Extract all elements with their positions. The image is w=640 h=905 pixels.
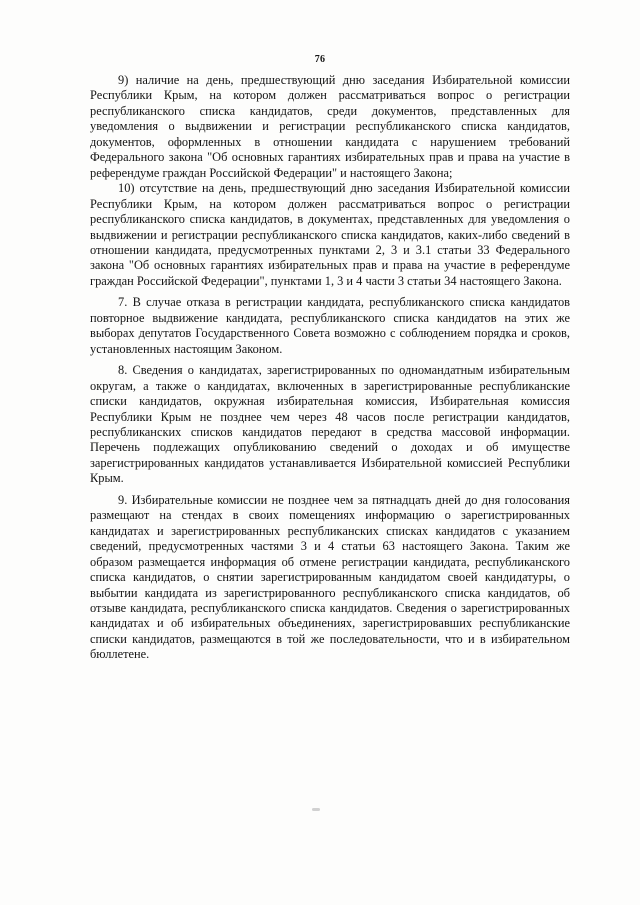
paragraph-part-9: 9. Избирательные комиссии не позднее чем за пятнадцать дней до дня голосования размещают на стендах в своих помещениях информацию о зарегистрированных кандидатах и зарегистрированных республиканских списках кандидатов с указанием сведений, предусмотренных частями 3 и 4 статьи 63 настоящего Закона. Таким же образом размещается информация об отмене регистрации кандидата, республиканского списка кандидатов, о снятии зарегистрированным кандидатом своей кандидатуры, о выбытии кандидата из зарегистрированного республиканского списка кандидатов, об отзыве кандидата, республиканского списка кандидатов. Сведения о зарегистрированных кандидатах и об избирательных объединениях, зарегистрировавших республиканские списки кандидатов, размещаются в той же последовательности, что и в избирательном бюллетене. xyxy=(90,492,570,662)
paragraph-part-7: 7. В случае отказа в регистрации кандидата, республиканского списка кандидатов повторное выдвижение кандидата, республиканского списка кандидатов на этих же выборах депутатов Государственного Совета возможно с соблюдением порядка и сроков, установленных настоящим Законом. xyxy=(90,295,570,356)
paragraph-item-10-otsutstvie: 10) отсутствие на день, предшествующий дню заседания Избирательной комиссии Республики Крым, на котором должен рассматриваться вопрос о регистрации республиканского списка кандидатов, в документах, представленных для уведомления о выдвижении и регистрации республиканского списка кандидатов, каких-либо сведений в отношении кандидата, предусмотренных пунктами 2, 3 и 3.1 статьи 33 Федерального закона "Об основных гарантиях избирательных прав и права на участие в референдуме граждан Российской Федерации", пунктами 1, 3 и 4 части 3 статьи 34 настоящего Закона. xyxy=(90,181,570,288)
paragraph-part-8: 8. Сведения о кандидатах, зарегистрированных по одномандатным избирательным округам, а также о кандидатах, включенных в зарегистрированные республиканские списки кандидатов, окружная избирательная комиссия, Избирательная комиссия Республики Крым не позднее чем через 48 часов после регистрации кандидатов, республиканских списков кандидатов передают в средства массовой информации. Перечень подлежащих опубликованию сведений о доходах и об имуществе зарегистрированных кандидатов устанавливается Избирательной комиссией Республики Крым. xyxy=(90,363,570,486)
page-number: 76 xyxy=(314,54,326,65)
document-body xyxy=(90,73,570,663)
paragraph-item-9-naличие: 9) наличие на день, предшествующий дню заседания Избирательной комиссии Республики Крым, на котором должен рассматриваться вопрос о регистрации республиканского списка кандидатов, среди документов, представленных для уведомления о выдвижении и регистрации республиканского списка кандидатов, документов, оформленных в отношении кандидата с нарушением требований Федерального закона "Об основных гарантиях избирательных прав и права на участие в референдуме граждан Российской Федерации" и настоящего Закона; xyxy=(90,73,570,180)
scan-artifact xyxy=(312,808,320,811)
